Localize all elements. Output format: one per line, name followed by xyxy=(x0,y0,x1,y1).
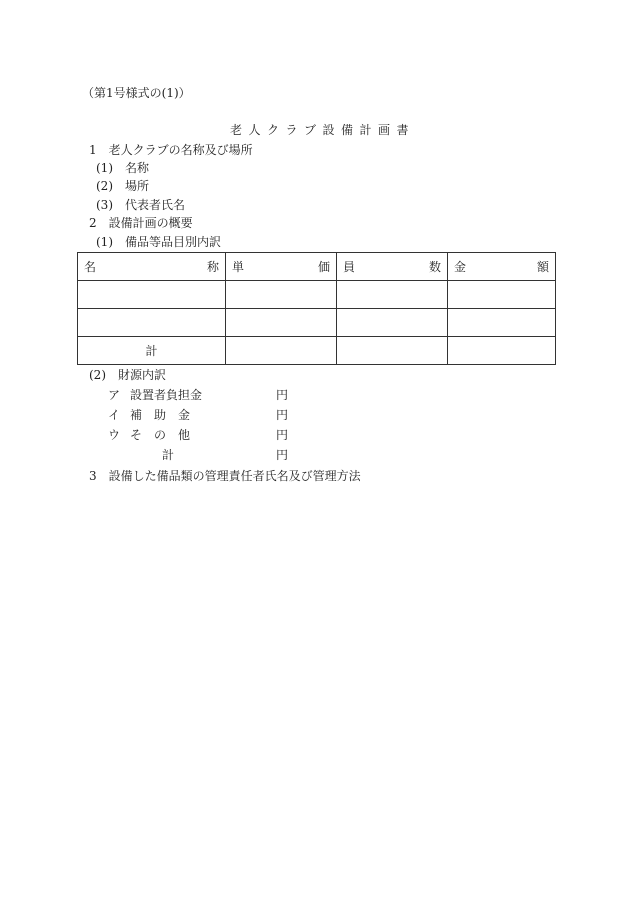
header-name: 名 称 xyxy=(78,253,226,281)
subsection-funding: (2) 財源内訳 xyxy=(89,368,166,382)
table-row xyxy=(78,281,556,309)
section-3-heading: 3 設備した備品類の管理責任者氏名及び管理方法 xyxy=(89,469,361,483)
table-cell xyxy=(448,337,556,365)
funding-row-other: ウ そ の 他 円 xyxy=(108,428,289,442)
document-title: 老人クラブ設備計画書 xyxy=(230,123,416,137)
funding-row-owner: ア 設置者負担金 円 xyxy=(108,388,289,402)
section-1-heading: 1 老人クラブの名称及び場所 xyxy=(89,143,253,157)
item-representative: (3) 代表者氏名 xyxy=(96,198,185,212)
table-cell xyxy=(226,309,337,337)
item-club-name: (1) 名称 xyxy=(96,161,149,175)
header-amount: 金 額 xyxy=(448,253,556,281)
table-cell xyxy=(448,281,556,309)
table-cell xyxy=(448,309,556,337)
subsection-item-breakdown: (1) 備品等品目別内訳 xyxy=(96,235,221,249)
header-quantity: 員 数 xyxy=(337,253,448,281)
form-number: （第1号様式の(1)） xyxy=(82,86,191,100)
section-2-heading: 2 設備計画の概要 xyxy=(89,216,193,230)
item-location: (2) 場所 xyxy=(96,179,149,193)
total-label: 計 xyxy=(78,337,226,365)
table-total-row xyxy=(78,337,556,365)
table-cell xyxy=(78,281,226,309)
funding-row-subsidy: イ 補 助 金 円 xyxy=(108,408,289,422)
table-cell xyxy=(337,281,448,309)
header-unit-price: 単 価 xyxy=(226,253,337,281)
table-header-row xyxy=(78,253,556,281)
table-cell xyxy=(337,337,448,365)
funding-row-total: 計 円 xyxy=(162,448,289,462)
table-cell xyxy=(226,337,337,365)
equipment-table xyxy=(77,252,556,365)
table-row xyxy=(78,309,556,337)
table-cell xyxy=(337,309,448,337)
table-cell xyxy=(78,309,226,337)
table-cell xyxy=(226,281,337,309)
